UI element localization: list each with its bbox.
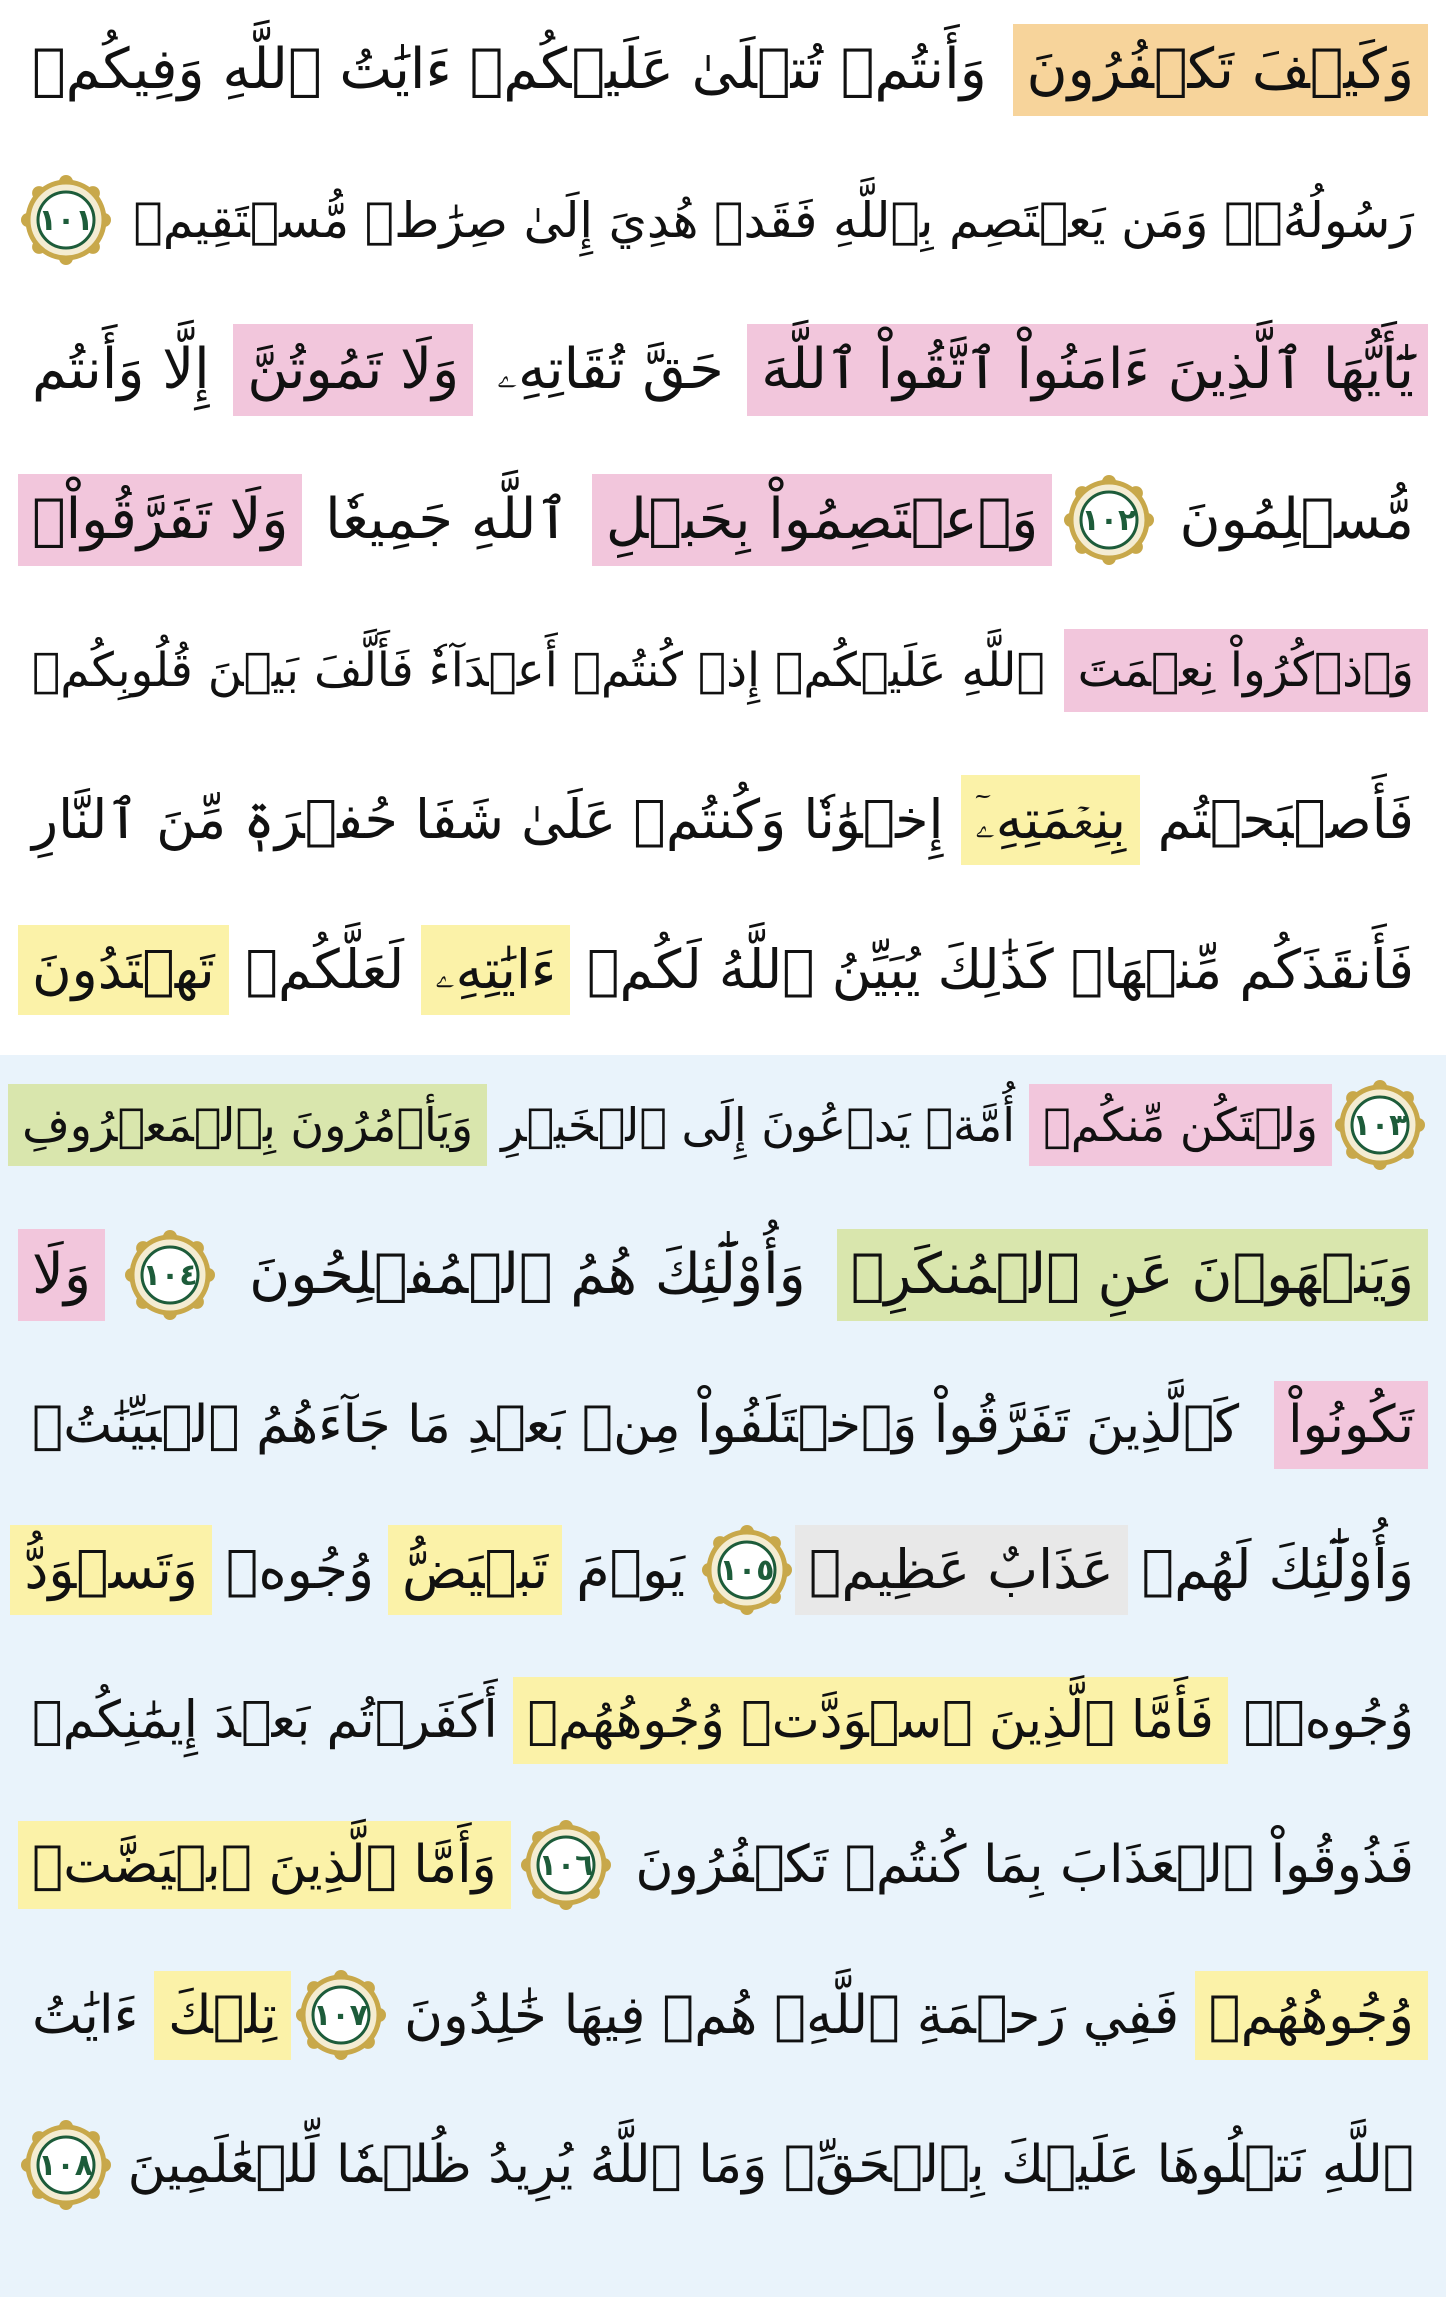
verse-text: ٱللَّهِ جَمِيعٗا: [325, 487, 570, 552]
verse-text: فَأَصۡبَحۡتُم: [1157, 788, 1414, 851]
verse-text: أُمَّةٞ يَدۡعُونَ إِلَى ٱلۡخَيۡرِ: [501, 1098, 1016, 1152]
quran-line: [18, 300, 1428, 440]
highlighted-phrase: وَٱعۡتَصِمُواْ بِحَبۡلِ: [592, 474, 1052, 566]
quran-line: [18, 1055, 1428, 1195]
verse-text: أَكَفَرۡتُم بَعۡدَ إِيمَٰنِكُمۡ: [32, 1690, 498, 1750]
highlighted-phrase: وَأَمَّا ٱلَّذِينَ ٱبۡيَضَّتۡ: [18, 1821, 511, 1909]
ayah-number: ١٠٧: [313, 1997, 368, 2033]
highlighted-phrase: وَلۡتَكُن مِّنكُمۡ: [1029, 1084, 1332, 1166]
ayah-number-marker: [518, 1817, 614, 1913]
verse-text: يَوۡمَ: [576, 1538, 685, 1601]
verse-text: وَأَنتُمۡ تُتۡلَىٰ عَلَيۡكُمۡ ءَايَٰتُ ٱللَّهِ وَفِيكُمۡ: [32, 37, 987, 102]
verse-text: حَقَّ تُقَاتِهِۦ: [496, 337, 724, 402]
verse-text: وَأُوْلَٰٓئِكَ لَهُمۡ: [1141, 1538, 1414, 1601]
ayah-number: ١٠٨: [38, 2147, 94, 2183]
highlighted-phrase: تَبۡيَضُّ: [388, 1525, 562, 1615]
verse-text: ٱللَّهِ عَلَيۡكُمۡ إِذۡ كُنتُمۡ أَعۡدَآءٗ فَأَلَّفَ بَيۡنَ قُلُوبِكُمۡ: [32, 642, 1045, 698]
ayah-number-marker: [1332, 1077, 1428, 1173]
quran-line: [18, 1500, 1428, 1640]
highlighted-phrase: وَتَسۡوَدُّ: [10, 1525, 212, 1615]
verse-text: ءَايَٰتُ: [32, 1984, 139, 2046]
highlighted-phrase: وَٱذۡكُرُواْ نِعۡمَتَ: [1064, 629, 1428, 712]
verse-text: وُجُوهٞ: [225, 1538, 375, 1601]
verse-text: وُجُوهٞۚ: [1243, 1690, 1414, 1750]
ayah-number: ١٠١: [38, 202, 94, 238]
quran-line: [18, 1205, 1428, 1345]
quran-line: [18, 1795, 1428, 1935]
quran-line: [18, 450, 1428, 590]
verse-text: فَذُوقُواْ ٱلۡعَذَابَ بِمَا كُنتُمۡ تَكۡفُرُونَ: [635, 1835, 1414, 1895]
verse-text: فَأَنقَذَكُم مِّنۡهَاۗ كَذَٰلِكَ يُبَيِّنُ ٱللَّهُ لَكُمۡ: [587, 938, 1414, 1001]
verse-text: إِلَّا وَأَنتُم: [32, 337, 210, 402]
ayah-number-marker: [293, 1967, 389, 2063]
highlighted-phrase: وَلَا تَفَرَّقُواْۚ: [18, 474, 302, 566]
quran-line: [18, 900, 1428, 1040]
quran-line: [18, 750, 1428, 890]
ayah-number: ١٠٤: [142, 1257, 198, 1293]
highlighted-phrase: فَأَمَّا ٱلَّذِينَ ٱسۡوَدَّتۡ وُجُوهُهُمۡ: [513, 1677, 1227, 1764]
quran-line: [18, 1945, 1428, 2085]
highlighted-phrase: بِنِعۡمَتِهِۦٓ: [961, 775, 1140, 865]
quran-line: [18, 150, 1428, 290]
ayah-number-marker: [18, 172, 114, 268]
highlighted-phrase: وُجُوهُهُمۡ: [1195, 1971, 1428, 2060]
highlighted-phrase: تَهۡتَدُونَ: [18, 925, 229, 1015]
quran-line: [18, 1650, 1428, 1790]
verse-text: لَعَلَّكُمۡ: [245, 938, 405, 1001]
highlighted-phrase: وَيَأۡمُرُونَ بِٱلۡمَعۡرُوفِ: [8, 1084, 487, 1166]
verse-text: ٱللَّهِ نَتۡلُوهَا عَلَيۡكَ بِٱلۡحَقِّۗ وَمَا ٱللَّهُ يُرِيدُ ظُلۡمٗا لِّلۡعَٰلَمِينَ: [127, 2135, 1414, 2195]
highlighted-phrase: ءَايَٰتِهِۦ: [421, 925, 570, 1015]
highlighted-phrase: وَكَيۡفَ تَكۡفُرُونَ: [1013, 24, 1429, 116]
verse-text: وَأُوْلَٰٓئِكَ هُمُ ٱلۡمُفۡلِحُونَ: [249, 1242, 806, 1307]
highlighted-phrase: وَلَا تَمُوتُنَّ: [233, 324, 473, 416]
verse-text: إِخۡوَٰنٗا وَكُنتُمۡ عَلَىٰ شَفَا حُفۡرَةٖ مِّنَ ٱلنَّارِ: [32, 788, 944, 851]
ayah-number: ١٠٣: [1352, 1107, 1408, 1143]
ayah-number-marker: [122, 1227, 218, 1323]
highlighted-phrase: وَيَنۡهَوۡنَ عَنِ ٱلۡمُنكَرِۚ: [837, 1229, 1428, 1321]
ayah-number: ١٠٢: [1081, 502, 1137, 538]
ayah-number-marker: [1061, 472, 1157, 568]
highlighted-phrase: تَكُونُواْ: [1274, 1381, 1428, 1469]
highlighted-phrase: عَذَابٌ عَظِيمٞ: [795, 1525, 1128, 1615]
verse-text: مُّسۡلِمُونَ: [1179, 487, 1414, 552]
ayah-number-marker: [18, 2117, 114, 2213]
verse-text: فَفِي رَحۡمَةِ ٱللَّهِۖ هُمۡ فِيهَا خَٰلِدُونَ: [404, 1984, 1180, 2046]
quran-line: [18, 1355, 1428, 1495]
ayah-number: ١٠٦: [538, 1847, 594, 1883]
highlighted-phrase: تِلۡكَ: [154, 1971, 291, 2060]
verse-text: كَٱلَّذِينَ تَفَرَّقُواْ وَٱخۡتَلَفُواْ مِنۢ بَعۡدِ مَا جَآءَهُمُ ٱلۡبَيِّنَٰتُۚ: [32, 1395, 1240, 1455]
quran-line: [18, 600, 1428, 740]
quran-line: [18, 2095, 1428, 2235]
ayah-number-marker: [699, 1522, 795, 1618]
highlighted-phrase: وَلَا: [18, 1229, 105, 1321]
highlighted-phrase: يَٰٓأَيُّهَا ٱلَّذِينَ ءَامَنُواْ ٱتَّقُواْ ٱللَّهَ: [747, 324, 1428, 416]
ayah-number: ١٠٥: [719, 1552, 775, 1588]
verse-text: رَسُولُهُۥۗ وَمَن يَعۡتَصِم بِٱللَّهِ فَقَدۡ هُدِيَ إِلَىٰ صِرَٰطٖ مُّسۡتَقِيمٖ: [133, 191, 1414, 249]
quran-line: [18, 0, 1428, 140]
